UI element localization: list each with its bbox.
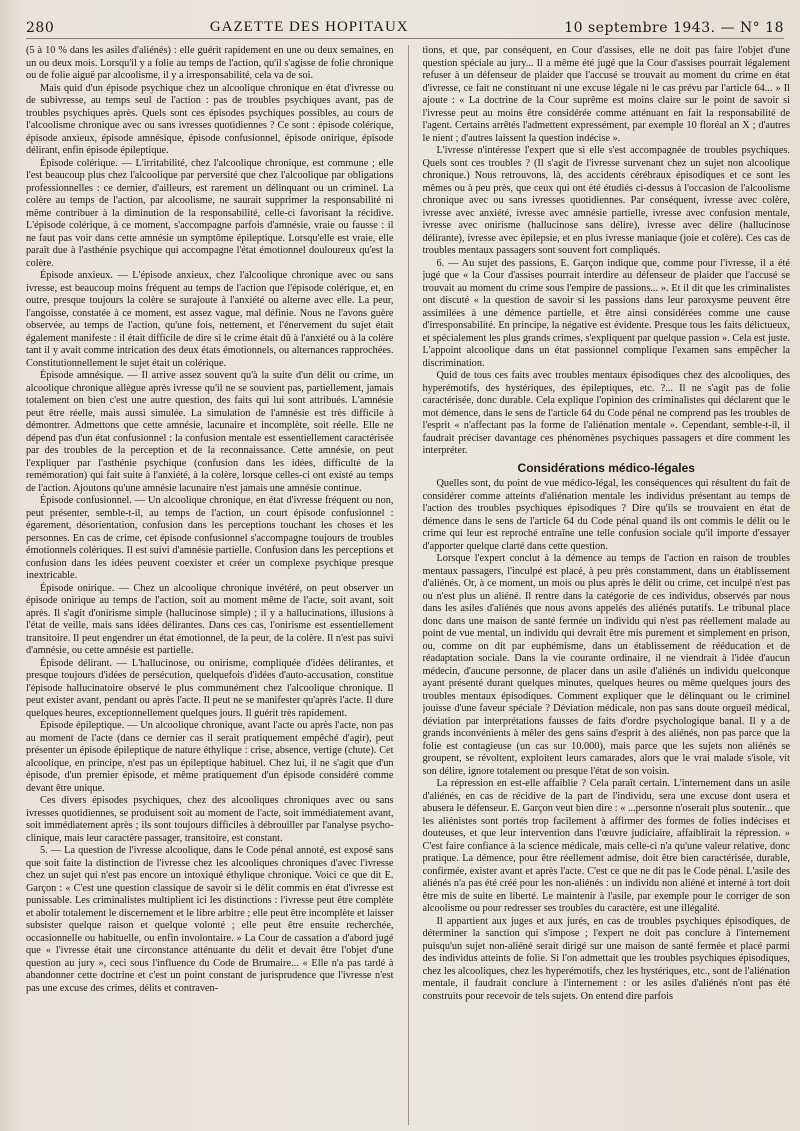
column-divider	[408, 45, 409, 1125]
paragraph: Quid de tous ces faits avec troubles mentaux épisodiques chez des alcooliques, des hyperémotifs, des hystériques, des épileptiques, etc. ?... Il ne s'agit pas de folie caractérisée, donc durable. Cela explique l'opinion des criminalistes qui déclarent que le mot démence, dans le sens de l'article 64 du Code pénal ne comprend pas les troubles de l'esprit « n'affectant pas la forme de l'aliénation mentale ». Cependant, semble-t-il, il faudrait préciser davantage ces phénomènes psychiques passagers et dire comment les interpréter.	[422, 370, 790, 456]
paragraph: Épisode amnésique. — Il arrive assez souvent qu'à la suite d'un délit ou crime, un alcoolique chronique allègue après ivresse qu'il ne se souvient pas, partiellement, jamais totalement on bien c'est une autre question, des faits qui lui sont attribués. L'amnésie peut être réelle, mais aussi simulée. La simulation de l'amnésie est très difficile à démontrer. Admettons que cette amnésie, lacunaire et incomplète, soit réelle. Elle ne dépend pas d'un état confusionnel : la confusion mentale est essentiellement caractérisée par des troubles de la perception et de la reconnaissance. Cette amnésie, on peut l'expliquer par l'asthénie psychique (confusion dans les idées, difficulté de la remémoration) qui fait suite à l'anxiété, à la colère, lorsque celles-ci ont existé au temps de l'action. Ajoutons qu'une amnésie lacunaire n'est jamais une amnésie continue.	[26, 370, 394, 494]
paragraph: 6. — Au sujet des passions, E. Garçon indique que, comme pour l'ivresse, il a été jugé que « la Cour d'assises pourrait interdire au défenseur de plaider que l'accusé se trouvait au moment du crime sous l'empire de passions... ». Et il dit que les criminalistes ont discuté « la question de savoir si les passions dans leur paroxysme peuvent être assimilées à une démence partielle, et être ainsi considérées comme une cause d'irresponsabilité. En principe, la négative est évidente. Presque tous les faits délictueux, et spécialement les plus grands crimes, s'expliquent par quelque passion ». Cela est juste. L'appoint alcoolique dans un état passionnel complique l'examen sans empêcher la discrimination.	[422, 257, 790, 369]
page-header	[26, 14, 784, 39]
paragraph: Mais quid d'un épisode psychique chez un alcoolique chronique en état d'ivresse ou de subivresse, au temps seul de l'action : pas de troubles psychiques avant, pas de troubles psychiques après. Quels sont ces épisodes psychiques possibles, au cours de l'alcoolisme chronique avec ou sans ivresses quotidiennes ? Ce sont : épisode colérique, épisode anxieux, épisode amnésique, épisode confusionnel, épisode onirique, épisode délirant, enfin épisode épileptique.	[26, 82, 394, 156]
issue-date: 10 septembre 1943. — N° 18	[564, 20, 784, 36]
paragraph: Ces divers épisodes psychiques, chez des alcooliques chroniques avec ou sans ivresses quotidiennes, se produisent soit au moment de l'acte, soit immédiatement avant, soit immédiatement après ; ils sont toujours difficiles à débrouiller par l'analyse psycho-clinique, mais leur caractère passager, transitoire, est constant.	[26, 795, 394, 844]
right-column	[423, 45, 791, 1125]
paragraph: Épisode anxieux. — L'épisode anxieux, chez l'alcoolique chronique avec ou sans ivresse, est beaucoup moins fréquent au temps de l'action que l'épisode colérique, et, en outre, presque toujours la colère se surajoute à l'anxiété ou alterne avec elle. La peur, l'angoisse, constatée à ce moment, est assez vague, mal définie. Nous ne l'avons guère observée, au temps de l'action, qu'une fois, nettement, et l'énervement du sujet était également manifeste : il était difficile de dire si le crime était dû à l'anxiété ou à la colère tant il y avait comme intrication des deux états émotionnels, ou alternances rapprochées. Constitutionnellement le sujet était un colérique.	[26, 270, 394, 369]
text-columns	[26, 45, 790, 1125]
paragraph: (5 à 10 % dans les asiles d'aliénés) : elle guérit rapidement en une ou deux semaines, en un ou deux mois. Lorsqu'il y a folie au temps de l'action, qu'il s'agisse de folie chronique ou de folie aiguë par alcoolisme, il y a irresponsabilité, cela va de soi.	[26, 45, 394, 81]
paragraph: Épisode confusionnel. — Un alcoolique chronique, en état d'ivresse fréquent ou non, peut présenter, semble-t-il, au temps de l'action, un court épisode confusionnel : égarement, désorientation, confusion dans les perceptions touchant les choses et les personnes. En cas de crime, cet épisode confusionnel s'accompagne toujours de troubles émotionnels colériques. Il est suivi d'amnésie partielle. Confusion dans les perceptions et confusion dans les idées peuvent coexister et créer un complexe psychique presque inextricable.	[26, 495, 394, 581]
paragraph: Il appartient aux juges et aux jurés, en cas de troubles psychiques épisodiques, de déterminer la sanction qui s'impose ; l'expert ne doit pas conclure à l'internement puisqu'un sujet non-aliéné serait dirigé sur une maison de santé fermée et placé parmi des individus atteints de folie. Si l'on admettait que les troubles psychiques épisodiques, chez les alcooliques, chez les hyperémotifs, chez les hystériques, etc., sont de l'aliénation mentale, il faudrait conclure à l'internement : or les asiles d'aliénés n'ont pas été construits pour recevoir de tels sujets. On entend dire parfois	[422, 915, 790, 1002]
section-heading: Considérations médico-légales	[517, 460, 695, 475]
paragraph: La répression en est-elle affaiblie ? Cela paraît certain. L'internement dans un asile d'aliénés, en cas de récidive de la part de l'individu, sera une excuse dont usera et abusera le défenseur. E. Garçon veut bien dire : « ...personne n'oserait plus soutenir... que les aliénistes sont portés trop facilement à affirmer des formes de folies indécises et douteuses, et que leur intervention dans l'œuvre judiciaire, affaiblirait la répression. » C'est faire confiance à la science médicale, mais celle-ci n'a qu'une valeur relative, donc pratique. La démence, pour être réellement admise, doit être bien caractérisée, durable, confirmée, exister avant et après l'acte. C'est ce que ne dit pas le Code pénal. L'asile des aliénés n'a pas été créé pour les non-aliénés : un individu non aliéné et interné à tort doit être mis de suite en liberté. Le maintenir à l'asile, par exemple pour le corriger de son alcoolisme ou pour redresser ses troubles du caractère, est une illégalité.	[422, 778, 790, 914]
paragraph: Quelles sont, du point de vue médico-légal, les conséquences qui résultent du fait de considérer comme atteints d'aliénation mentale les individus présentant au temps de l'action des troubles psychiques épisodiques ? Dire qu'ils se trouvaient en état de démence dans le sens de l'article 64 du Code pénal quand ils ont commis le délit ou le crime qui leur est reproché entraîne une telle confusion sociale qu'il importe d'essayer d'apporter quelque clarté dans cette question.	[422, 478, 790, 552]
paragraph: L'ivresse n'intéresse l'expert que si elle s'est accompagnée de troubles psychiques. Quels sont ces troubles ? (Il s'agit de l'ivresse survenant chez un sujet non alcoolique chronique.) Nous retrouvons, là, des accidents cérébraux épisodiques et ce sont les mêmes ou à peu près, que ceux qui ont été étudiés ci-dessus à l'occasion de l'alcoolisme chronique avec ou sans ivresses quotidiennes. Par conséquent, ivresse avec colère, ivresse avec anxiété, ivresse avec amnésie partielle, ivresse avec confusion mentale, ivresse avec onirisme (hallucinose sans délire), ivresse avec délire (hallucinose délirante), ivresse avec épilepsie, et en plus ivresse maniaque (joie et colère). Ces cas de troubles mentaux passagers sont souvent fort compliqués.	[422, 145, 790, 256]
paragraph: tions, et que, par conséquent, en Cour d'assises, elle ne doit pas faire l'objet d'une question spéciale au jury... Il a même été jugé que la Cour d'assises pourrait légalement refuser à un défenseur de plaider que l'accusé se trouvait au moment du crime en état d'ivresse, ce fait ne constituant ni une excuse légale ni le cas prévu par l'article 64... » Il ajoute : « La doctrine de la Cour suprême est moins claire sur le point de savoir si l'ivresse peut au moins être considérée comme atténuant en fait la responsabilité de l'agent. Certains arrêtés l'admettent expressément, par exemple 10 floréal an X ; d'autres le nient ; d'autres laissent la question indécise ».	[422, 45, 790, 144]
page-number: 280	[26, 20, 55, 36]
left-column	[26, 45, 394, 1125]
paragraph: Épisode colérique. — L'irritabilité, chez l'alcoolique chronique, est commune ; elle l'est beaucoup plus chez l'alcoolique par perversité que chez l'alcoolique par obligations professionnelles : ce dernier, d'ailleurs, est rarement un délinquant ou un criminel. La colère au temps de l'action, par alcoolisme, ne saurait supprimer la responsabilité ni même contribuer à la diminution de la responsabilité, celle-ci favorisant la récidive. L'épisode colérique, à ce moment, s'accompagne parfois d'amnésie, vraie ou fausse : il ne faut pas voir dans cette amnésie un symptôme épileptique. Lorsqu'elle est vraie, elle paraît due à l'asthénie psychique qui accompagne l'état émotionnel douloureux qu'est la colère.	[26, 157, 394, 269]
paragraph: Épisode délirant. — L'hallucinose, ou onirisme, compliquée d'idées délirantes, et presque toujours d'idées de persécution, quelquefois d'idées d'auto-accusation, constitue l'épisode hallucinatoire observé le plus communément chez l'alcoolique chronique. Il peut exister avant, pendant ou après l'acte. Il peut ne se manifester qu'après l'acte. Il dure quelques heures, exceptionnellement quelques jours. Il guérit très rapidement.	[26, 657, 394, 719]
paragraph: 5. — La question de l'ivresse alcoolique, dans le Code pénal annoté, est exposé sans que soit faite la distinction de l'ivresse chez les alcooliques chroniques d'avec l'ivresse chez un sujet qui n'est pas encore un intoxiqué éthylique chronique. Voici ce que dit E. Garçon : « C'est une question classique de savoir si le délit commis en état d'ivresse est punissable. Les criminalistes multiplient ici les distinctions : l'ivresse peut être complète et abolir totalement le discernement et le libre arbitre ; elle peut être incomplète et laisser subsister quelque raison et quelque volonté ; elle peut être ensuite recherchée, occasionnelle ou habituelle, ou enfin involontaire. » La Cour de cassation a d'abord jugé que « l'ivresse était une circonstance atténuante du délit et devait être l'objet d'une question au jury », ceci sous l'influence du Code de Brumaire... « Elle n'a pas tardé à abandonner cette doctrine et c'est un point constant de jurisprudence que l'ivresse n'est pas une excuse des crimes, délits et contraven-	[26, 845, 394, 994]
right-column-part-1	[423, 45, 791, 458]
paragraph: Épisode onirique. — Chez un alcoolique chronique invétéré, on peut observer un épisode onirique au temps de l'action, soit au moment même de l'acte, soit avant, soit après. Il s'agit d'onirisme simple (hallucinose simple) ; il y a hallucinations, illusions à l'état de veille, mais sans idées délirantes. Dans ces cas, l'onirisme est essentiellement transitoire. Il peut engendrer un état émotionnel, de la peur, de la colère. Il n'est pas suivi d'amnésie, ou cette amnésie est partielle.	[26, 582, 394, 656]
paragraph: Lorsque l'expert conclut à la démence au temps de l'action en raison de troubles mentaux passagers, l'inculpé est placé, à peu près constamment, dans un établissement d'aliénés. Or, à ce moment, un mois ou plus après le délit ou crime, cet inculpé n'est pas ou n'est plus un aliéné. Il rentre dans la catégorie de ces individus, observés par nous dans les asiles d'aliénés que nous avons appelés des aliénés putatifs. Le tribunal place donc dans une maison de santé fermée un individu qui n'est pas réellement malade au point de vue mental, un individu qui devrait être mis purement et simplement en prison, ou, comme on dit par euphémisme, dans un établissement de rééducation et de réadaptation sociale. Dans la vie courante ordinaire, il ne viendrait à l'idée d'aucun médecin, d'aucune personne, de placer dans un asile d'aliénés un individu quelconque ayant présenté durant quelques minutes, quelques heures ou même quelques jours des troubles mentaux épisodiques. Comment expliquer que le délinquant ou le criminel jouisse d'une faveur spéciale ? Déviation médicale, non pas sans doute orgueil médical, déviation par interprétations fausses de faits d'ordre psychologique banal. Il y a de grands inconvénients à mêler des gens sains d'esprit à des aliénés, non pas parce que la folie est contagieuse (un cas sur 10.000), mais parce que les sujets non aliénés se groupent, se révoltent, exploitent leurs camarades, alors que le vrai malade s'isole, vit son délire, ignore totalement ou presque l'état de son voisin.	[422, 553, 790, 777]
journal-title: GAZETTE DES HOPITAUX	[209, 19, 409, 35]
right-column-part-2	[423, 478, 791, 1003]
paragraph: Épisode épileptique. — Un alcoolique chronique, avant l'acte ou après l'acte, non pas au moment de l'acte (dans ce dernier cas il serait pratiquement empêché d'agir), peut présenter un épisode épileptique de nature éthylique : crise, absence, vertige (chute). Cet alcoolique, en principe, n'est pas un épileptique habituel. Chez lui, il ne s'agit que d'un épisode, d'un premier épisode, et même pratiquement d'un épisode considéré comme devant être unique.	[26, 720, 394, 794]
